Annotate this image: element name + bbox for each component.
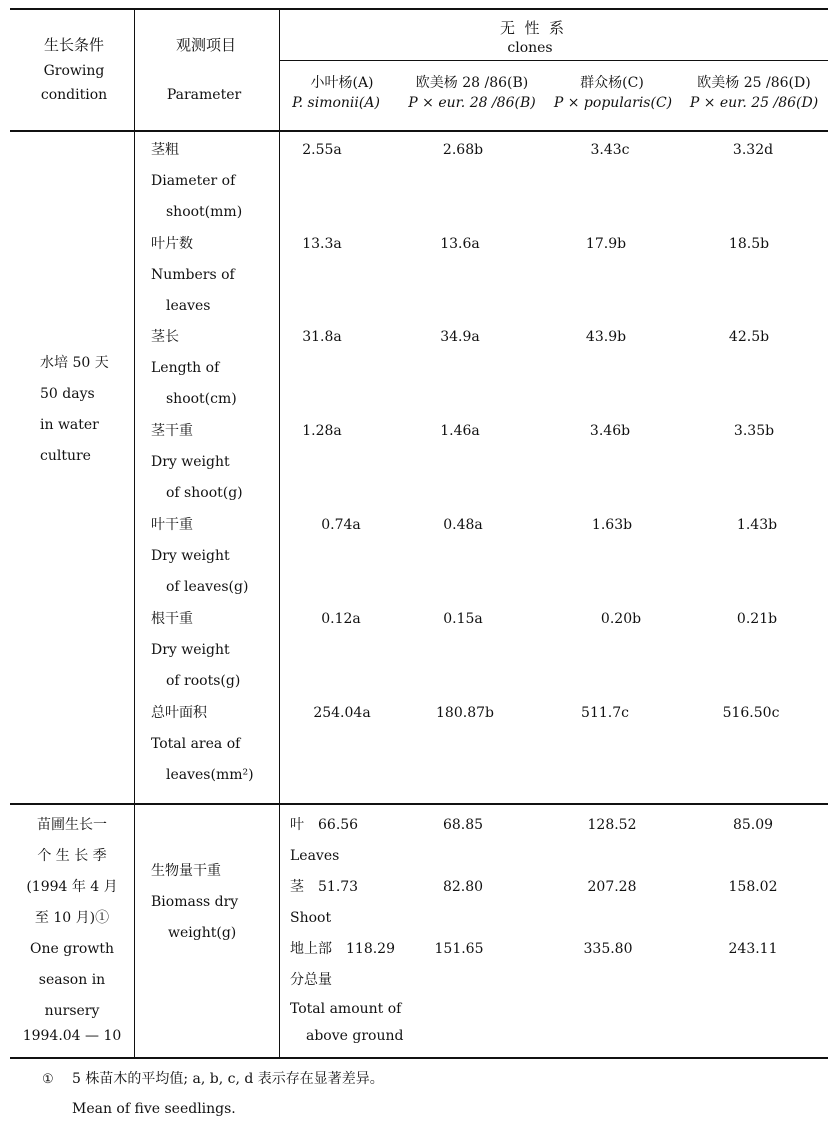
footnote-line-en: Mean of five seedlings. bbox=[72, 1101, 236, 1117]
s2-shoot-value-a: 51.73 bbox=[318, 879, 359, 895]
s2-condition-line-5: One growth bbox=[30, 941, 114, 957]
value-diameter-a: 2.55a bbox=[302, 142, 342, 158]
clone-d-en: P × eur. 25 /86(D) bbox=[689, 95, 819, 111]
s2-total-label-zh2: 分总量 bbox=[290, 972, 332, 988]
value-length-d: 42.5b bbox=[728, 329, 770, 345]
s2-total-value-a: 118.29 bbox=[346, 941, 395, 957]
s2-leaves-label-en: Leaves bbox=[290, 848, 340, 864]
param-diameter-en1: Diameter of bbox=[151, 173, 236, 189]
param-leaf-area-zh: 总叶面积 bbox=[151, 705, 207, 721]
param-leaf-area-en1: Total area of bbox=[151, 736, 241, 752]
s2-condition-line-3: (1994 年 4 月 bbox=[26, 879, 118, 895]
s2-shoot-value-c: 207.28 bbox=[587, 879, 637, 895]
clone-a-en: P. simonii(A) bbox=[292, 95, 380, 111]
s2-total-value-b: 151.65 bbox=[434, 941, 484, 957]
value-diameter-b: 2.68b bbox=[442, 142, 484, 158]
header-condition-zh: 生长条件 bbox=[43, 36, 105, 54]
value-shoot-dw-d: 3.35b bbox=[733, 423, 775, 439]
s1-condition-line-1: 水培 50 天 bbox=[40, 355, 109, 371]
param-shoot-dw-en2: of shoot(g) bbox=[166, 485, 243, 501]
value-root-dw-d: 0.21b bbox=[736, 611, 778, 627]
value-leaves-d: 18.5b bbox=[728, 236, 770, 252]
header-clones-en: clones bbox=[507, 40, 553, 56]
bottom-rule bbox=[10, 1057, 828, 1059]
s2-condition-line-6: season in bbox=[38, 972, 106, 988]
value-root-dw-c: 0.20b bbox=[600, 611, 642, 627]
header-bottom-rule bbox=[10, 130, 828, 132]
value-leaf-area-c: 511.7c bbox=[581, 705, 629, 721]
value-shoot-dw-c: 3.46b bbox=[589, 423, 631, 439]
param-leaves-en1: Numbers of bbox=[151, 267, 235, 283]
s2-leaves-value-b: 68.85 bbox=[442, 817, 484, 833]
clone-d-zh: 欧美杨 25 /86(D) bbox=[697, 75, 811, 91]
s2-total-label-zh1: 地上部 bbox=[290, 941, 332, 957]
s2-leaves-value-a: 66.56 bbox=[318, 817, 359, 833]
s2-condition-line-1: 苗圃生长一 bbox=[37, 817, 107, 833]
param-leaf-area-en2: leaves(mm²) bbox=[166, 767, 254, 783]
s2-condition-line-2: 个 生 长 季 bbox=[37, 848, 107, 864]
value-length-a: 31.8a bbox=[302, 329, 342, 345]
top-rule bbox=[10, 8, 828, 10]
param-root-dw-en1: Dry weight bbox=[151, 642, 230, 658]
param-length-zh: 茎长 bbox=[151, 329, 179, 345]
param-diameter-zh: 茎粗 bbox=[151, 142, 179, 158]
value-leaf-dw-c: 1.63b bbox=[591, 517, 633, 533]
value-leaf-dw-a: 0.74a bbox=[321, 517, 361, 533]
param-length-en1: Length of bbox=[151, 360, 220, 376]
clone-c-en: P × popularis(C) bbox=[553, 95, 673, 111]
param-shoot-dw-zh: 茎干重 bbox=[151, 423, 193, 439]
s1-condition-line-3: in water bbox=[40, 417, 99, 433]
header-clones-zh: 无 性 系 bbox=[499, 19, 565, 37]
param-length-en2: shoot(cm) bbox=[166, 391, 237, 407]
value-leaf-area-b: 180.87b bbox=[436, 705, 494, 721]
value-shoot-dw-a: 1.28a bbox=[302, 423, 342, 439]
param-root-dw-en2: of roots(g) bbox=[166, 673, 241, 689]
s2-leaves-value-c: 128.52 bbox=[587, 817, 637, 833]
s2-param-zh: 生物量干重 bbox=[151, 863, 221, 879]
param-root-dw-zh: 根干重 bbox=[151, 611, 193, 627]
s2-leaves-value-d: 85.09 bbox=[732, 817, 774, 833]
s2-param-en1: Biomass dry bbox=[151, 894, 239, 910]
col-divider-2 bbox=[279, 8, 280, 1059]
value-length-c: 43.9b bbox=[585, 329, 627, 345]
header-condition-en2: condition bbox=[40, 87, 108, 103]
s2-shoot-value-b: 82.80 bbox=[442, 879, 484, 895]
s1-condition-line-4: culture bbox=[40, 448, 91, 464]
param-leaf-dw-zh: 叶干重 bbox=[151, 517, 193, 533]
footnote-line-zh: 5 株苗木的平均值; a, b, c, d 表示存在显著差异。 bbox=[72, 1071, 384, 1087]
value-root-dw-a: 0.12a bbox=[321, 611, 361, 627]
s2-total-value-c: 335.80 bbox=[583, 941, 633, 957]
s2-shoot-label-en: Shoot bbox=[290, 910, 332, 926]
value-leaf-area-a: 254.04a bbox=[313, 705, 371, 721]
section-divider-rule bbox=[10, 803, 828, 805]
s2-leaves-label-zh: 叶 bbox=[290, 817, 304, 833]
s2-total-label-en2: above ground bbox=[306, 1028, 404, 1044]
header-condition-en1: Growing bbox=[43, 63, 105, 79]
clone-b-en: P × eur. 28 /86(B) bbox=[408, 95, 536, 111]
value-length-b: 34.9a bbox=[440, 329, 480, 345]
param-leaf-dw-en1: Dry weight bbox=[151, 548, 230, 564]
value-diameter-c: 3.43c bbox=[590, 142, 630, 158]
s2-shoot-label-zh: 茎 bbox=[290, 879, 304, 895]
s2-param-en2: weight(g) bbox=[168, 925, 237, 941]
s2-condition-line-7: nursery bbox=[44, 1003, 100, 1019]
value-leaf-area-d: 516.50c bbox=[722, 705, 780, 721]
value-leaves-a: 13.3a bbox=[302, 236, 342, 252]
value-leaf-dw-d: 1.43b bbox=[736, 517, 778, 533]
clone-a-zh: 小叶杨(A) bbox=[310, 75, 374, 91]
clone-c-zh: 群众杨(C) bbox=[580, 75, 644, 91]
s2-shoot-value-d: 158.02 bbox=[728, 879, 778, 895]
param-shoot-dw-en1: Dry weight bbox=[151, 454, 230, 470]
param-leaves-zh: 叶片数 bbox=[151, 236, 193, 252]
clones-rule bbox=[280, 60, 828, 61]
clone-b-zh: 欧美杨 28 /86(B) bbox=[415, 75, 529, 91]
footnote-marker: ① bbox=[42, 1072, 54, 1087]
s2-total-value-d: 243.11 bbox=[728, 941, 778, 957]
value-leaves-b: 13.6a bbox=[440, 236, 480, 252]
s2-condition-line-4: 至 10 月)① bbox=[34, 910, 110, 926]
value-leaf-dw-b: 0.48a bbox=[443, 517, 483, 533]
param-leaf-dw-en2: of leaves(g) bbox=[166, 579, 249, 595]
s2-condition-line-8: 1994.04 — 10 bbox=[22, 1028, 122, 1044]
value-shoot-dw-b: 1.46a bbox=[440, 423, 480, 439]
header-parameter-en: Parameter bbox=[166, 87, 242, 103]
value-diameter-d: 3.32d bbox=[732, 142, 774, 158]
s1-condition-line-2: 50 days bbox=[40, 386, 95, 402]
s2-total-label-en1: Total amount of bbox=[290, 1001, 402, 1017]
value-leaves-c: 17.9b bbox=[585, 236, 627, 252]
value-root-dw-b: 0.15a bbox=[443, 611, 483, 627]
param-leaves-en2: leaves bbox=[166, 298, 211, 314]
param-diameter-en2: shoot(mm) bbox=[166, 204, 243, 220]
header-parameter-zh: 观测项目 bbox=[175, 36, 237, 54]
col-divider-1 bbox=[134, 8, 135, 1059]
